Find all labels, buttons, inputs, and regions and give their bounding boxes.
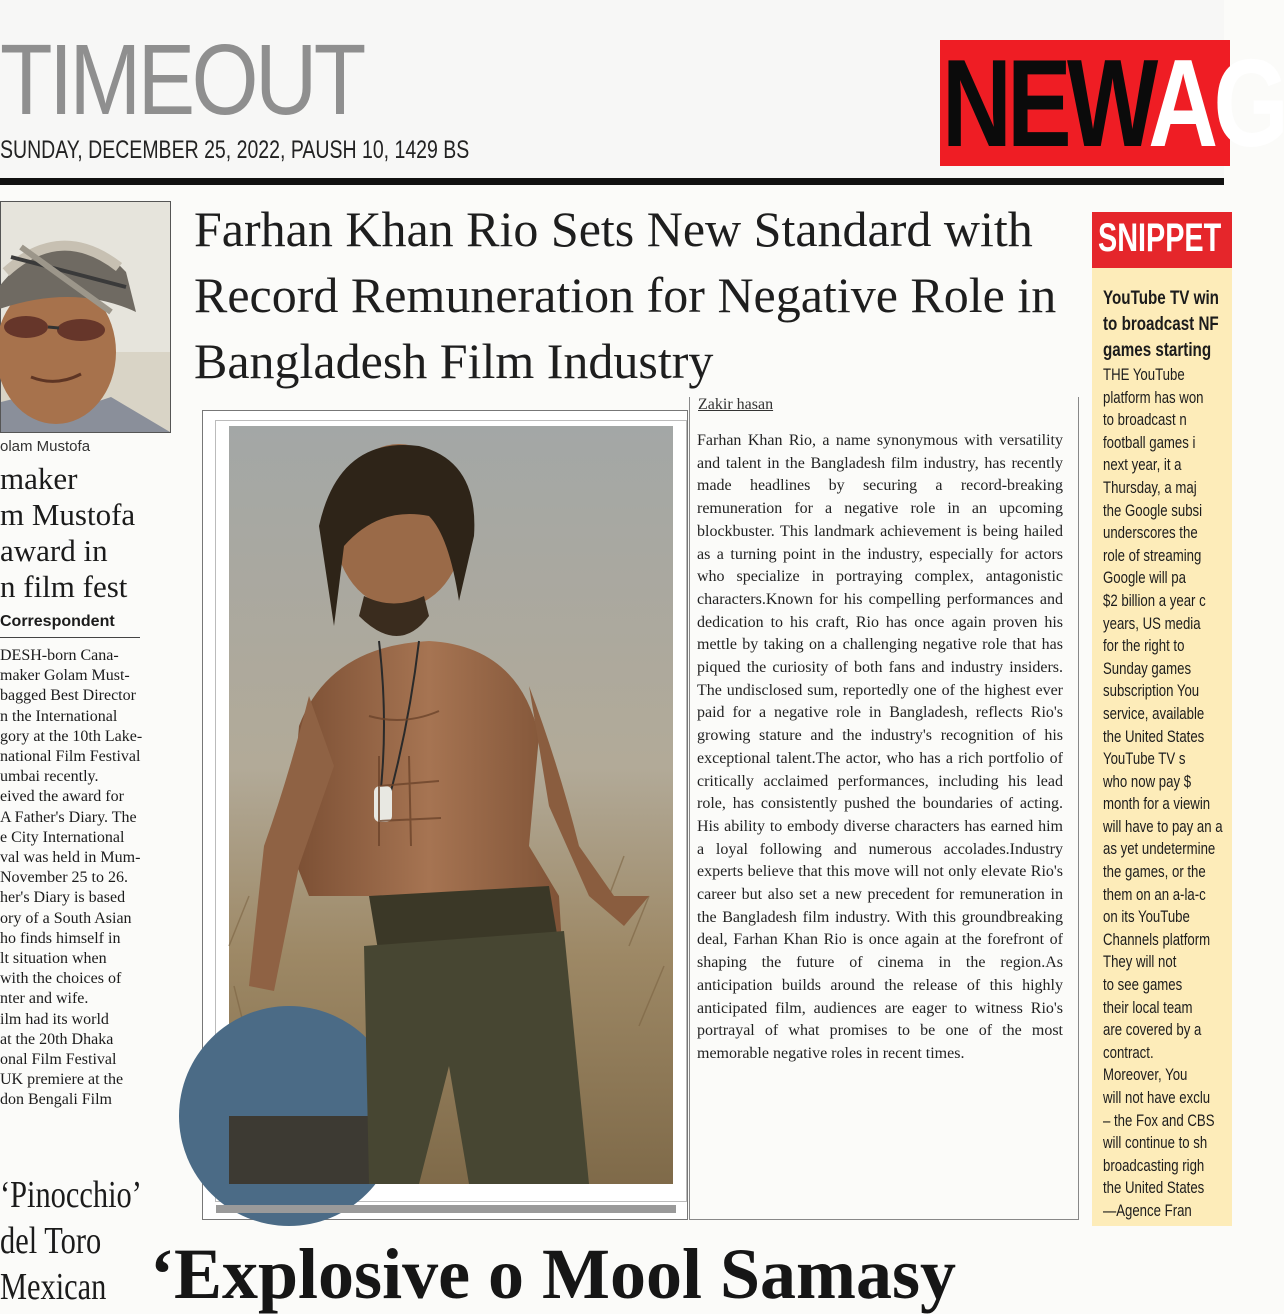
snippet-label: SNIPPET bbox=[1098, 216, 1222, 260]
article-author: Zakir hasan bbox=[698, 396, 774, 413]
bottom-banner-headline: ‘Explosive o Mool Samasy bbox=[150, 1234, 957, 1314]
snippet-body: THE YouTube platform has won to broadcast n football games i next year, it a Thursday, a maj the Google subsi underscores the role of streaming Google will pa $2 billion a year c years, US media for the right to Sunday games subscription You service, available the United States YouTube TV s who now pay $ month for a viewin will have to pay an a as yet undetermine the games, or the them on an a-la-c on its YouTube Channels platform They will not to see games their local team are covered by a contract. Moreover, You will not have exclu – the Fox and CBS will continue to sh broadcasting righ the United States —Agence Fran bbox=[1103, 366, 1223, 1220]
article-body: Farhan Khan Rio, a name synonymous with versatility and talent in the Bangladesh film industry, has recently made headlines by securing a record-breaking remuneration for a negative role in an upcoming blockbuster. This landmark achievement is being hailed as a turning point in the industry, especially for actors who specialize in portraying complex, antagonistic characters.Known for his compelling performances and dedication to his craft, Rio has once again proven his mettle by taking on a challenging negative role that has piqued the curiosity of both fans and industry insiders. The undisclosed sum, reportedly one of the highest ever paid for a negative role in Bangladesh, reflects Rio's growing stature and the industry's recognition of his exceptional talent.The actor, who has a rich portfolio of critically acclaimed performances, including his lead role, has consistently pushed the boundaries of acting. His ability to embody diverse characters has earned him a loyal following and numerous accolades.Industry experts believe that this move will not only elevate Rio's career but also set a new precedent for remuneration in the Bangladesh film industry. With this groundbreaking deal, Farhan Khan Rio is once again at the forefront of shaping the future of cinema in the region.As anticipation builds around the release of this highly anticipated film, audiences are eager to witness Rio's portrayal of what promises to be one of the most memorable negative roles in recent times. bbox=[697, 432, 1063, 1062]
snippet-tab bbox=[1092, 212, 1232, 268]
logo-new-text: NEW bbox=[942, 35, 1149, 173]
dateline: SUNDAY, DECEMBER 25, 2022, PAUSH 10, 1429 BS bbox=[0, 136, 470, 164]
snippet-content bbox=[1092, 270, 1224, 1220]
section-title: TIMEOUT bbox=[0, 24, 363, 136]
image-bottom-bar bbox=[216, 1205, 676, 1213]
left-headline: maker m Mustofa award in n film fest bbox=[0, 461, 136, 604]
logo-age-text: AG bbox=[1148, 35, 1284, 173]
columnist-photo bbox=[0, 201, 171, 433]
left-byline: Correspondent bbox=[0, 613, 140, 638]
masthead-rule bbox=[0, 178, 1224, 185]
photo-caption: olam Mustofa bbox=[0, 438, 91, 455]
teaser-headline: ‘Pinocchio’ del Toro Mexican bbox=[0, 1174, 142, 1308]
newspaper-logo bbox=[940, 35, 1284, 173]
article-photo bbox=[229, 426, 673, 1184]
left-body-text: DESH-born Cana- maker Golam Must- bagged Best Director n the International gory at the 10th Lake- national Film Festival umbai recently. eived the award for A Father's Diary. The e City International val was held in Mum- November 25 to 26. her's Diary is based ory of a South Asian ho finds himself in lt situation when with the choices of nter and wife. ilm had its world at the 20th Dhaka onal Film Festival UK premiere at the don Bengali Film bbox=[0, 647, 143, 1109]
left-column-article bbox=[0, 438, 172, 1111]
article-headline: Farhan Khan Rio Sets New Standard with Record Remuneration for Negative Role in Bangladesh Film Industry bbox=[194, 201, 1057, 389]
snippet-headline: YouTube TV win to broadcast NF games starting bbox=[1103, 288, 1219, 361]
